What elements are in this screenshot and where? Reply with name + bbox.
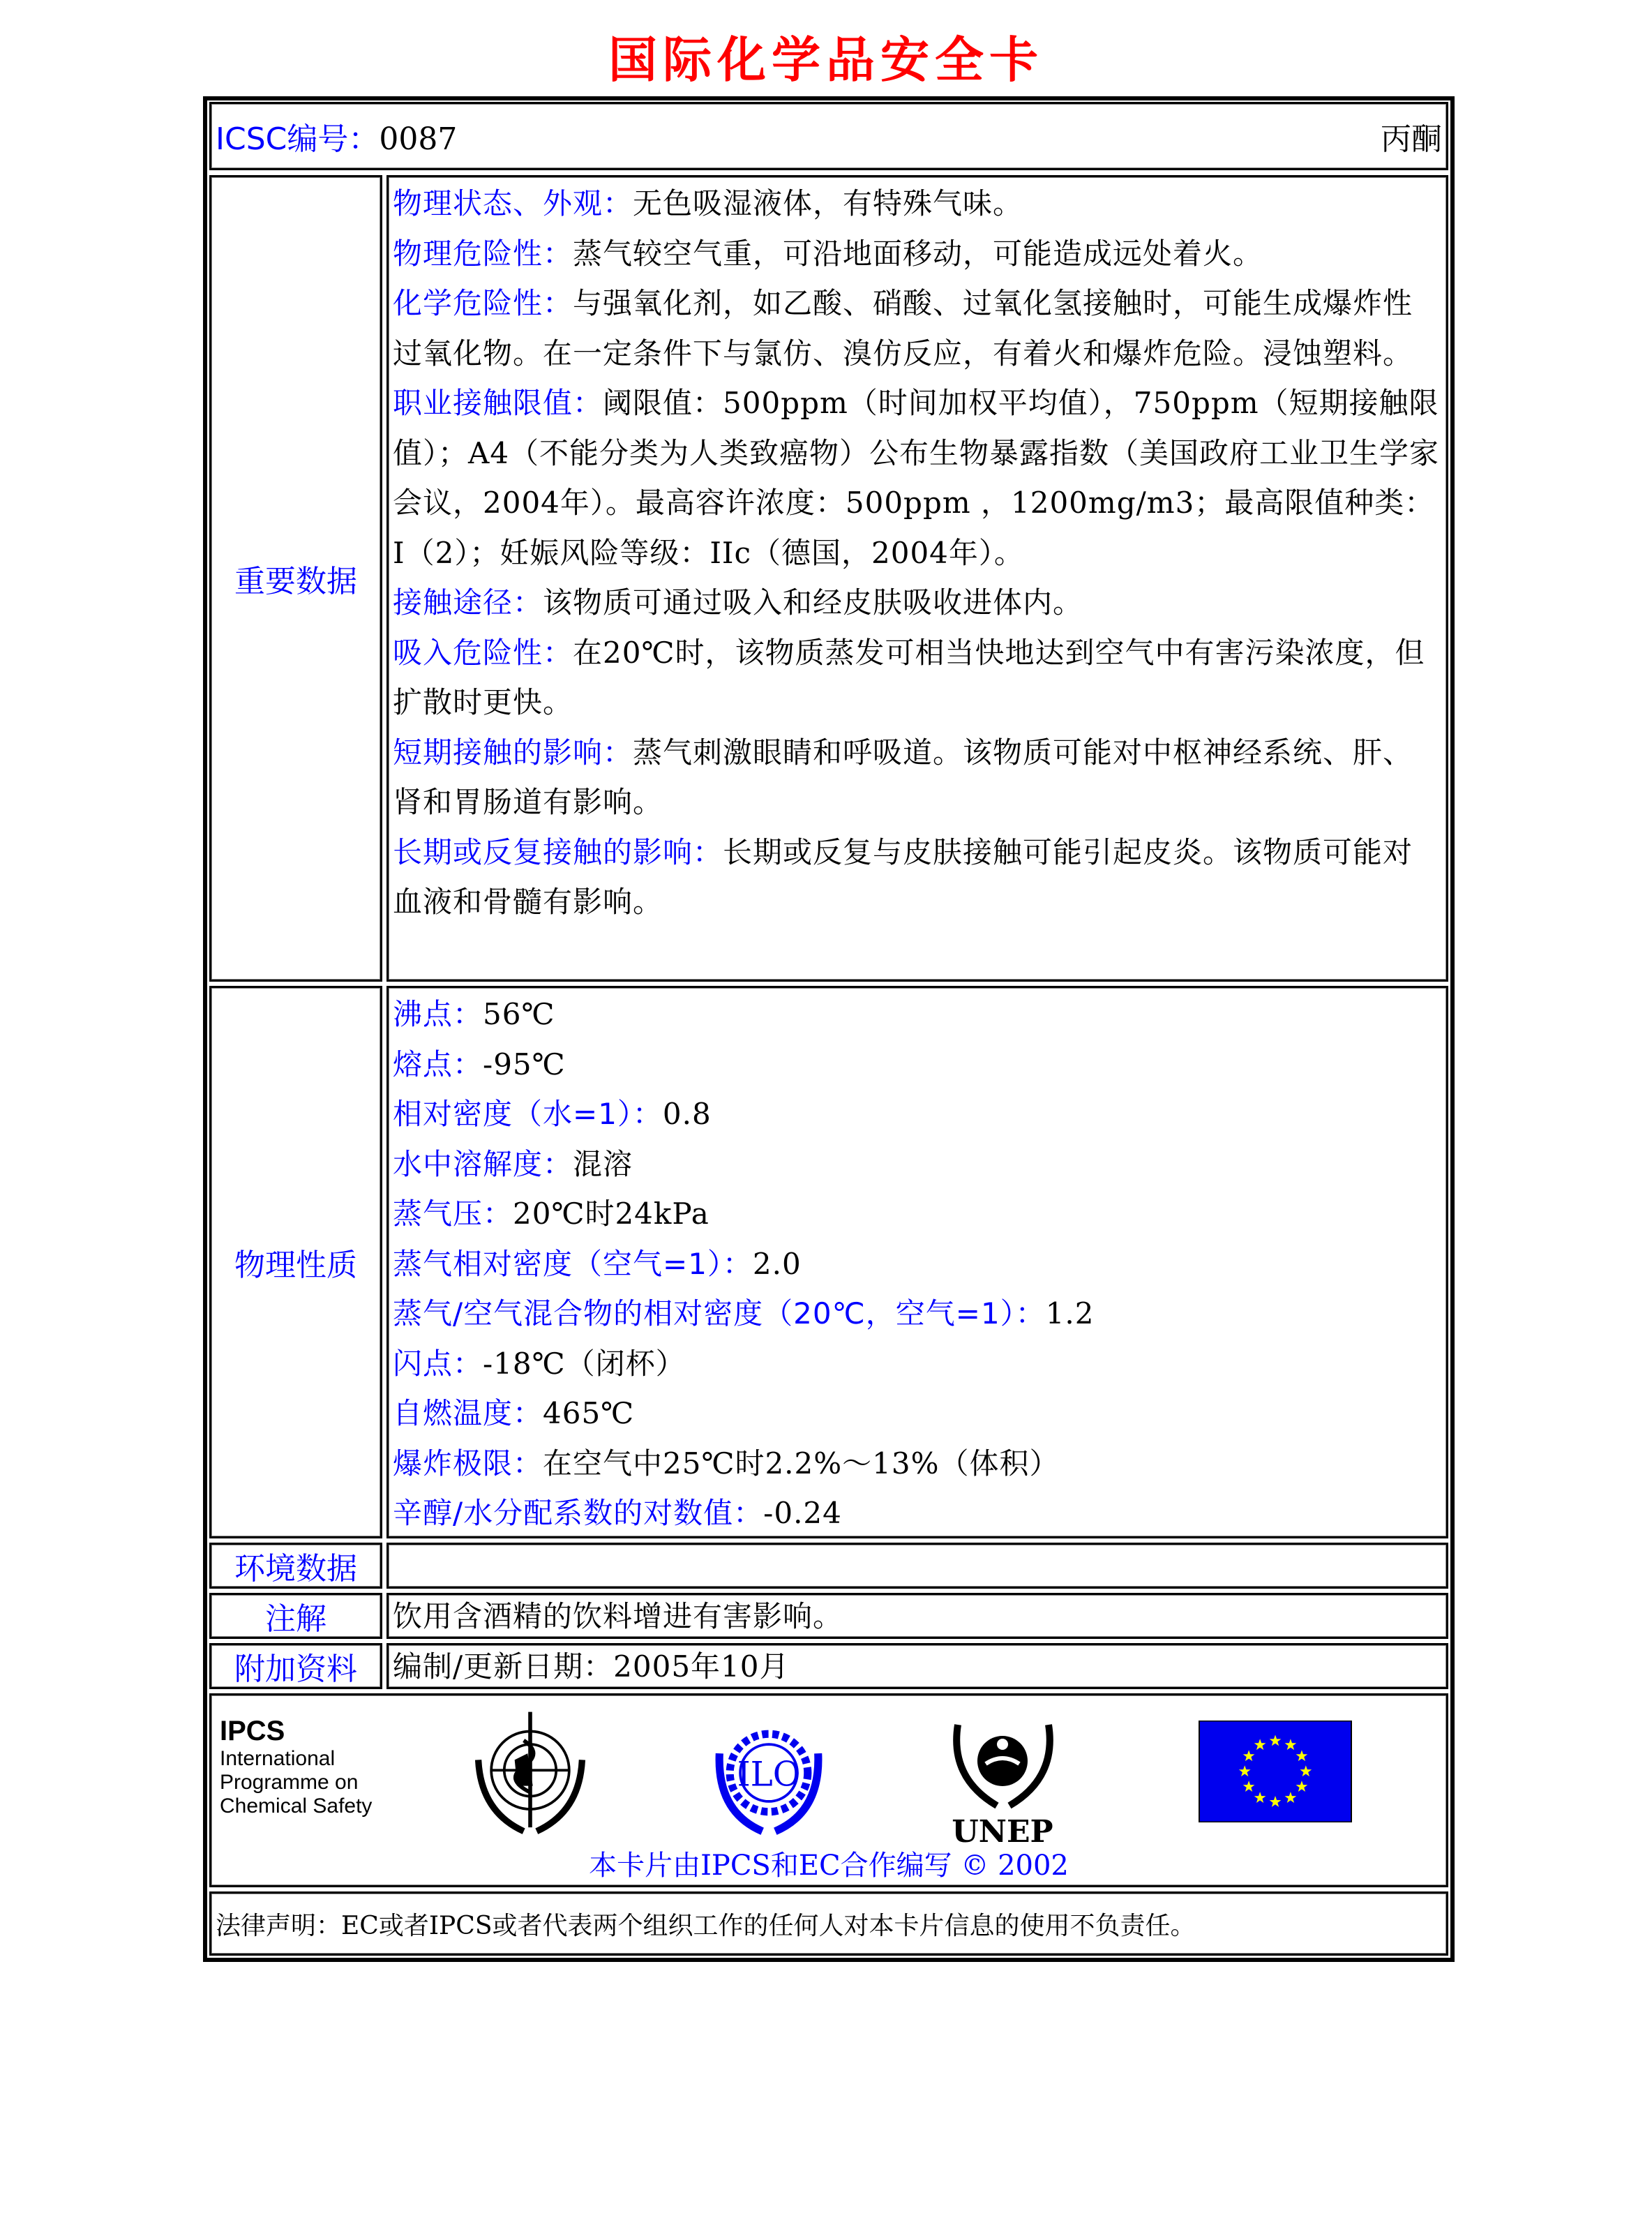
notes-content: 饮用含酒精的饮料增进有害影响。: [386, 1593, 1448, 1639]
property-item: [393, 278, 1442, 378]
additional-label: 附加资料: [209, 1643, 382, 1689]
property-value: 无色吸湿液体，有特殊气味。: [633, 186, 1023, 220]
physical-properties-label: 物理性质: [209, 986, 382, 1538]
environmental-label: 环境数据: [209, 1543, 382, 1589]
property-key: 吸入危险性：: [393, 635, 573, 670]
property-key: 相对密度（水=1）：: [393, 1097, 663, 1131]
ipcs-text: [220, 1715, 372, 1818]
property-item: [393, 989, 1442, 1040]
property-value: 在20℃时，该物质蒸发可相当快地达到空气中有害污染浓度，但扩散时更快。: [393, 635, 1425, 719]
eu-flag: [1199, 1721, 1352, 1822]
property-key: 蒸气压：: [393, 1197, 513, 1231]
property-value: 蒸气较空气重，可沿地面移动，可能造成远处着火。: [573, 236, 1263, 271]
ilo-logo-text: ILO: [737, 1755, 801, 1794]
property-value: 465℃: [543, 1396, 635, 1430]
icsc-label: ICSC编号：: [216, 121, 380, 157]
property-item: [393, 1289, 1442, 1339]
property-key: 化学危险性：: [393, 286, 573, 320]
important-data-content: [386, 175, 1448, 982]
ipcs-line: Chemical Safety: [220, 1794, 373, 1818]
property-value: -95℃: [483, 1047, 566, 1081]
legal-label: 法律声明：: [216, 1911, 342, 1940]
property-value: 2.0: [752, 1246, 802, 1281]
property-value: 0.8: [662, 1097, 712, 1131]
property-item: [393, 229, 1442, 279]
additional-content: 编制/更新日期：2005年10月: [386, 1643, 1448, 1689]
property-item: [393, 1388, 1442, 1439]
property-value: 56℃: [483, 997, 555, 1031]
legal-disclaimer: [209, 1891, 1448, 1956]
property-item: [393, 628, 1442, 728]
property-item: [393, 1189, 1442, 1239]
icsc-number: 0087: [379, 121, 458, 157]
property-value: 蒸气刺激眼睛和呼吸道。该物质可能对中枢神经系统、肝、肾和胃肠道有影响。: [393, 735, 1413, 819]
chemical-name: 丙酮: [1381, 121, 1442, 157]
property-value: 20℃时24kPa: [513, 1197, 709, 1231]
property-key: 长期或反复接触的影响：: [393, 834, 723, 869]
property-value: 该物质可通过吸入和经皮肤吸收进体内。: [543, 585, 1083, 620]
icsc-id: [216, 114, 457, 158]
property-value: 长期或反复与皮肤接触可能引起皮炎。该物质可能对血液和骨髓有影响。: [393, 834, 1413, 919]
ipcs-line: International: [220, 1747, 336, 1770]
cooperation-note: 本卡片由IPCS和EC合作编写 © 2002: [589, 1850, 1069, 1882]
property-value: 在空气中25℃时2.2%～13%（体积）: [543, 1446, 1060, 1481]
important-data-label: 重要数据: [209, 175, 382, 982]
ipcs-title: IPCS: [220, 1716, 285, 1746]
property-item: [393, 378, 1442, 578]
property-key: 短期接触的影响：: [393, 735, 633, 770]
property-key: 蒸气相对密度（空气=1）：: [393, 1246, 753, 1281]
property-value: 1.2: [1045, 1296, 1095, 1331]
notes-label: 注解: [209, 1593, 382, 1639]
property-key: 熔点：: [393, 1047, 483, 1081]
physical-properties-content: [386, 986, 1448, 1538]
unep-logo: [944, 1708, 1062, 1848]
unep-logo-text: UNEP: [952, 1814, 1053, 1848]
environmental-content: [386, 1543, 1448, 1589]
property-item: [393, 1488, 1442, 1538]
property-item: [393, 1040, 1442, 1090]
property-key: 沸点：: [393, 997, 483, 1031]
property-value: 阈限值：500ppm（时间加权平均值），750ppm（短期接触限值）；A4（不能分类为人类致癌物）公布生物暴露指数（美国政府工业卫生学家会议，2004年）。最高容许浓度：500ppm ，1200mg/m3；最高限值种类：I（2）；妊娠风险等级：IIc（德国，2004年）。: [393, 386, 1440, 570]
property-key: 水中溶解度：: [393, 1146, 573, 1181]
property-item: [393, 1239, 1442, 1289]
property-item: [393, 1089, 1442, 1139]
property-key: 爆炸极限：: [393, 1446, 543, 1481]
property-key: 闪点：: [393, 1346, 483, 1381]
icsc-header-row: [209, 102, 1448, 170]
ipcs-line: Programme on: [220, 1771, 359, 1794]
property-item: [393, 728, 1442, 827]
property-key: 职业接触限值：: [393, 386, 603, 420]
property-value: -0.24: [763, 1496, 842, 1530]
property-key: 辛醇/水分配系数的对数值：: [393, 1496, 764, 1530]
who-logo: [465, 1708, 595, 1838]
property-item: [393, 827, 1442, 927]
property-key: 物理状态、外观：: [393, 186, 633, 220]
property-value: 混溶: [573, 1146, 633, 1181]
property-value: -18℃（闭杯）: [483, 1346, 686, 1381]
property-item: [393, 179, 1442, 229]
property-item: [393, 1339, 1442, 1389]
property-key: 物理危险性：: [393, 236, 573, 271]
property-key: 自燃温度：: [393, 1396, 543, 1430]
property-key: 蒸气/空气混合物的相对密度（20℃，空气=1）：: [393, 1296, 1046, 1331]
legal-text: EC或者IPCS或者代表两个组织工作的任何人对本卡片信息的使用不负责任。: [341, 1911, 1196, 1940]
property-item: [393, 1139, 1442, 1190]
property-key: 接触途径：: [393, 585, 543, 620]
page-title: 国际化学品安全卡: [608, 31, 1044, 89]
property-item: [393, 578, 1442, 628]
safety-card-table: [203, 96, 1455, 1962]
footer-logos-row: [209, 1693, 1448, 1887]
property-item: [393, 1439, 1442, 1489]
ilo-logo: [704, 1708, 834, 1838]
property-value: 与强氧化剂，如乙酸、硝酸、过氧化氢接触时，可能生成爆炸性过氧化物。在一定条件下与氯仿、溴仿反应，有着火和爆炸危险。浸蚀塑料。: [393, 286, 1413, 370]
